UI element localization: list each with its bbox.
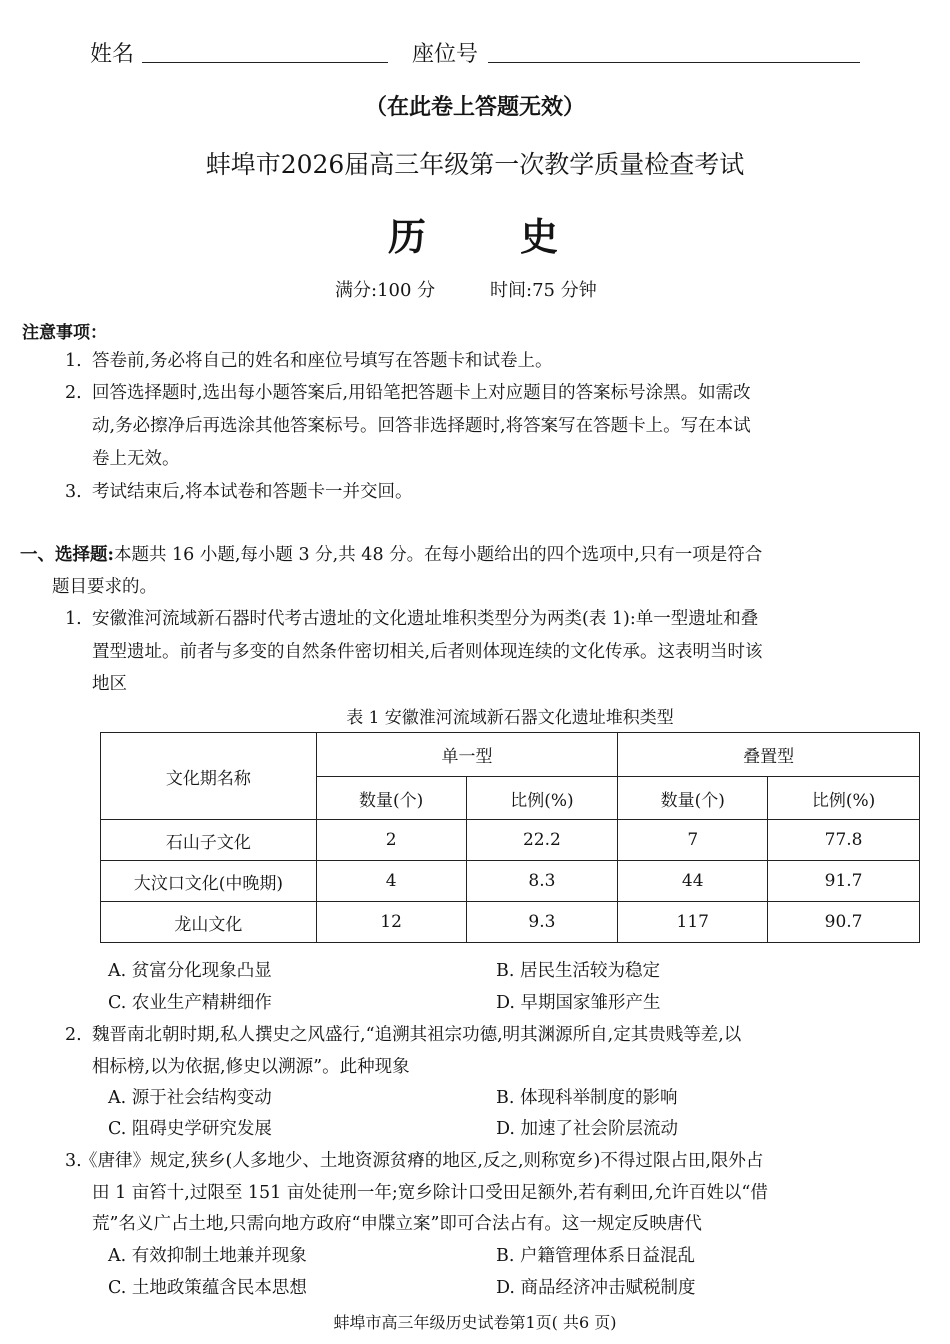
section-heading [20,539,762,571]
stacked-ratio: 90.7 [768,902,920,943]
q1-option-a[interactable]: A. 贫富分化现象凸显 [108,961,272,981]
instruction-line: 回答选择题时,选出每小题答案后,用铅笔把答题卡上对应题目的答案标号涂黑。如需改 [92,383,751,403]
col-header-ratio: 比例(%) [768,777,920,820]
q1-stem-line: 地区 [92,674,127,694]
time-limit: 时间:75 分钟 [490,280,597,301]
q2-number: 2. [65,1025,82,1045]
page-footer: 蚌埠市高三年级历史试卷第1页( 共6 页) [333,1313,617,1332]
site-type-table [100,732,920,943]
section-desc: 本题共 16 小题,每小题 3 分,共 48 分。在每小题给出的四个选项中,只有一项是符合 [113,545,763,565]
col-header-count: 数量(个) [316,777,466,820]
q3-stem-line: 田 1 亩笞十,过限至 151 亩处徒刑一年;宽乡除计口受田足额外,若有剩田,允许百姓以“借 [92,1183,768,1203]
col-header-count: 数量(个) [618,777,768,820]
instruction-line: 答卷前,务必将自己的姓名和座位号填写在答题卡和试卷上。 [92,351,553,371]
instruction-line: 考试结束后,将本试卷和答题卡一并交回。 [92,482,413,502]
instruction-num: 2. [65,383,82,403]
instruction-num: 3. [65,482,82,502]
single-count: 2 [316,820,466,861]
col-group-stacked: 叠置型 [618,733,920,777]
stacked-count: 7 [618,820,768,861]
subject-char-1: 历 [388,214,427,259]
single-count: 12 [316,902,466,943]
section-label: 一、选择题: [20,545,114,565]
stacked-count: 44 [618,861,768,902]
table-row [101,861,920,902]
instruction-line: 卷上无效。 [92,449,180,469]
col-header-name: 文化期名称 [101,733,317,820]
culture-name: 大汶口文化(中晚期) [101,861,317,902]
q1-stem-line: 安徽淮河流域新石器时代考古遗址的文化遗址堆积类型分为两类(表 1):单一型遗址和叠 [92,609,759,629]
q3-option-b[interactable]: B. 户籍管理体系日益混乱 [496,1246,695,1266]
stacked-ratio: 91.7 [768,861,920,902]
q3-stem-line: 《唐律》规定,狭乡(人多地少、土地资源贫瘠的地区,反之,则称宽乡)不得过限占田,限外占 [80,1151,764,1171]
instructions-title: 注意事项： [22,323,107,343]
q2-stem-line: 相标榜,以为依据,修史以溯源”。此种现象 [92,1057,410,1077]
table-caption: 表 1 安徽淮河流域新石器文化遗址堆积类型 [346,708,674,728]
section-desc-cont: 题目要求的。 [52,577,157,597]
q1-option-c[interactable]: C. 农业生产精耕细作 [108,993,272,1013]
instruction-line: 动,务必擦净后再选涂其他答案标号。回答非选择题时,将答案写在答题卡上。写在本试 [92,416,751,436]
q2-option-b[interactable]: B. 体现科举制度的影响 [496,1088,678,1108]
q1-stem-line: 置型遗址。前者与多变的自然条件密切相关,后者则体现连续的文化传承。这表明当时该 [92,642,763,662]
q1-option-d[interactable]: D. 早期国家雏形产生 [496,993,661,1013]
culture-name: 龙山文化 [101,902,317,943]
name-label: 姓名 [90,42,135,67]
q3-option-d[interactable]: D. 商品经济冲击赋税制度 [496,1278,696,1298]
full-score: 满分:100 分 [335,280,436,301]
table-row [101,820,920,861]
stacked-ratio: 77.8 [768,820,920,861]
q2-stem-line: 魏晋南北朝时期,私人撰史之风盛行,“追溯其祖宗功德,明其渊源所自,定其贵贱等差,以 [92,1025,742,1045]
seat-label: 座位号 [412,42,479,67]
stacked-count: 117 [618,902,768,943]
single-ratio: 8.3 [466,861,618,902]
culture-name: 石山子文化 [101,820,317,861]
single-count: 4 [316,861,466,902]
exam-title: 蚌埠市2026届高三年级第一次教学质量检查考试 [205,150,745,179]
subject-char-2: 史 [520,214,559,259]
col-header-ratio: 比例(%) [466,777,618,820]
q2-option-d[interactable]: D. 加速了社会阶层流动 [496,1119,679,1139]
q1-number: 1. [65,609,82,629]
invalid-notice: （在此卷上答题无效） [364,94,585,120]
q1-option-b[interactable]: B. 居民生活较为稳定 [496,961,660,981]
name-field[interactable] [142,36,388,63]
q2-option-a[interactable]: A. 源于社会结构变动 [108,1088,272,1108]
seat-field[interactable] [488,36,860,63]
col-group-single: 单一型 [316,733,618,777]
q3-number: 3. [65,1151,82,1171]
table-row [101,902,920,943]
q3-option-a[interactable]: A. 有效抑制土地兼并现象 [108,1246,307,1266]
single-ratio: 9.3 [466,902,618,943]
q3-stem-line: 荒”名义广占土地,只需向地方政府“申牒立案”即可合法占有。这一规定反映唐代 [92,1214,702,1234]
q2-option-c[interactable]: C. 阻碍史学研究发展 [108,1119,272,1139]
q3-option-c[interactable]: C. 土地政策蕴含民本思想 [108,1278,307,1298]
table-header-row [101,733,920,777]
instruction-num: 1. [65,351,82,371]
single-ratio: 22.2 [466,820,618,861]
